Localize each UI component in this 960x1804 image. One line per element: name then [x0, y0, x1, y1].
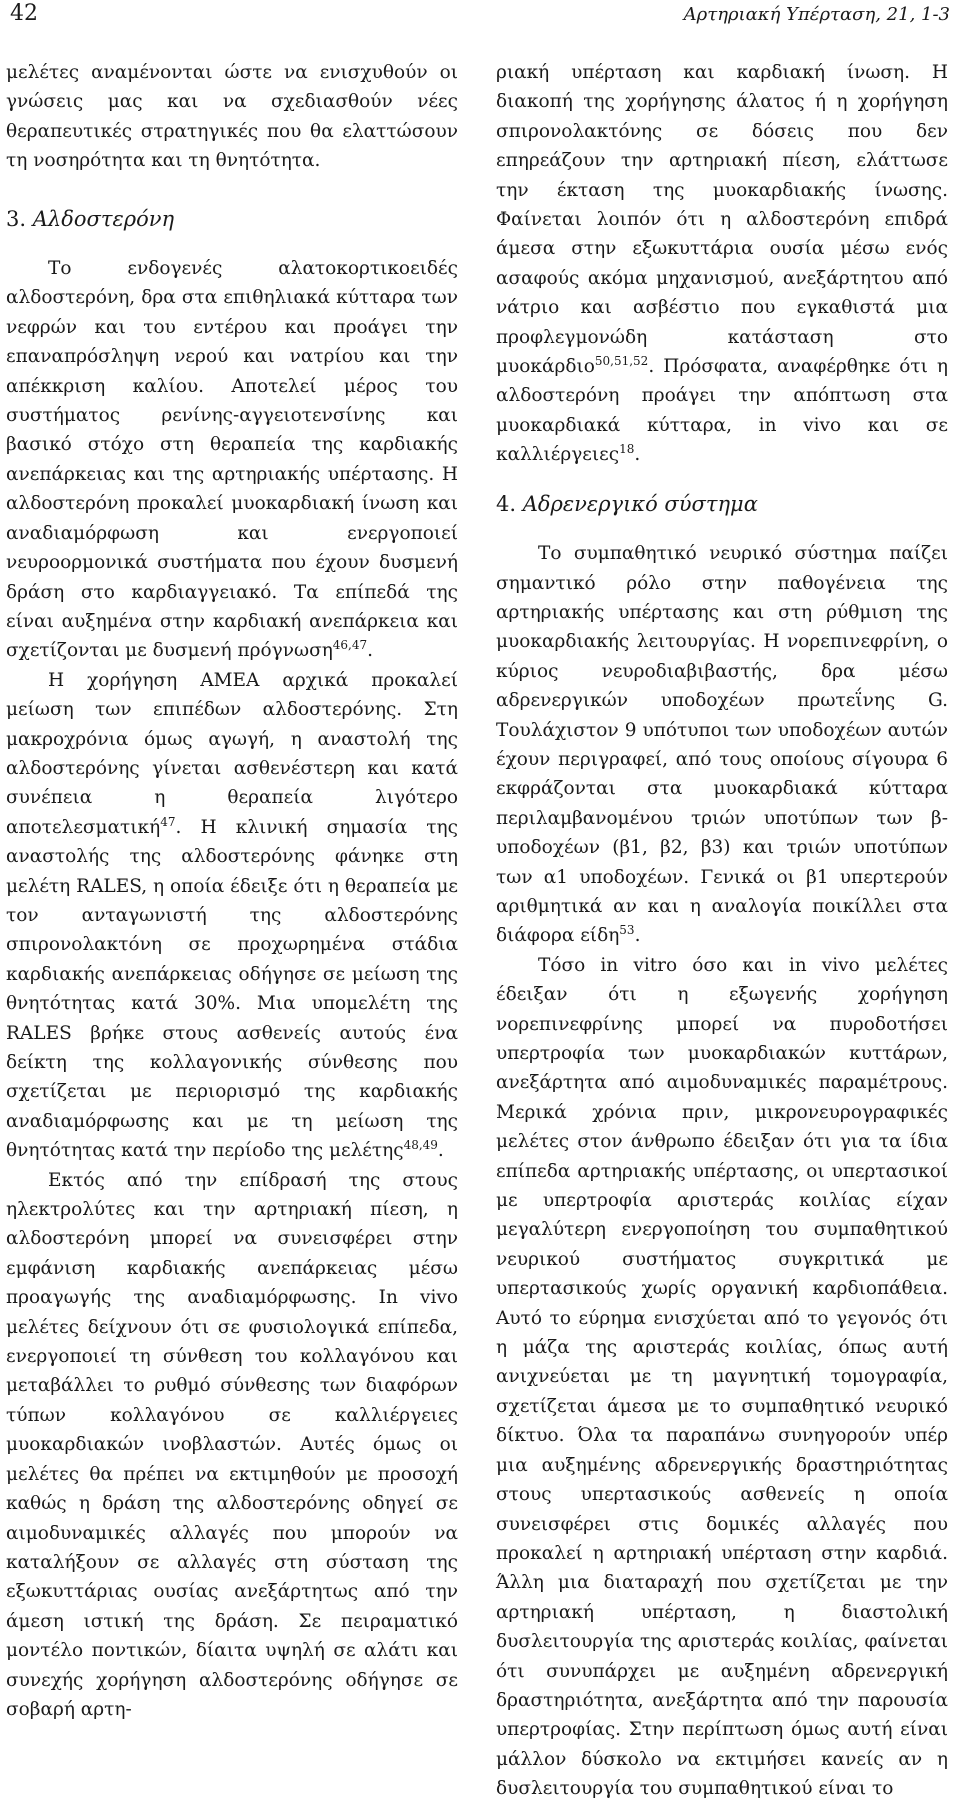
citation: 53: [619, 923, 635, 938]
page-number: 42: [10, 1, 38, 26]
right-paragraph-continued: ριακή υπέρταση και καρδιακή ίνωση. Η διακοπή της χορήγησης άλατος ή η χορήγηση σπιρονολακτόνης σε δόσεις που δεν επηρεάζουν την αρτηριακή πίεση, ελάττωσε την έκταση της μυοκαρδιακής ίνωσης. Φαίνεται λοιπόν ότι η αλδοστερόνη επιδρά άμεσα στην εξωκυττάρια ουσία μέσω ενός ασαφούς ακόμα μηχανισμού, ανεξάρτητου από νάτριο και ασβέστιο που εγκαθιστά μια προφλεγμονώδη κατάσταση στο μυοκάρδιο$^{50,51,52}$. Πρόσφατα, αναφέρθηκε ότι η αλδοστερόνη προάγει την απόπτωση στα μυοκαρδιακά κύτταρα, in vivo και σε καλλιέργειες$^{18}$.: [496, 62, 948, 466]
left-paragraph-3: Εκτός από την επίδρασή της στους ηλεκτρολύτες και την αρτηριακή πίεση, η αλδοστερόνη μπορεί να συνεισφέρει στην εμφάνιση καρδιακής ανεπάρκειας μέσω προαγωγής της αναδιαμόρφωσης. In vivo μελέτες δείχνουν ότι σε φυσιολογικά επίπεδα, ενεργοποιεί τη σύνθεση του κολλαγόνου και μεταβάλλει το ρυθμό σύνθεσης των διαφόρων τύπων κολλαγόνου σε καλλιέργειες μυοκαρδιακών ινοβλαστών. Αυτές όμως οι μελέτες θα πρέπει να εκτιμηθούν με προσοχή καθώς η δράση της αλδοστερόνης οδηγεί σε αιμοδυναμικές αλλαγές που μπορούν να καταλήξουν σε αλλαγές στη σύσταση της εξωκυττάριας ουσίας ανεξάρτητως από την άμεση ιστική της δράση. Σε πειραματικό μοντέλο ποντικών, δίαιτα υψηλή σε αλάτι και συνεχής χορήγηση αλδοστερόνης οδήγησε σε σοβαρή αρτη-: [6, 1169, 458, 1720]
right-paragraph-1: Το συμπαθητικό νευρικό σύστημα παίζει σημαντικό ρόλο στην παθογένεια της αρτηριακής υπέρτασης και στη ρύθμιση της μυοκαρδιακής λειτουργίας. Η νορεπινεφρίνη, ο κύριος νευροδιαβιβαστής, δρα μέσω αδρενεργικών υποδοχέων πρωτεΐνης G. Τουλάχιστον 9 υπότυποι των υποδοχέων αυτών έχουν περιγραφεί, από τους οποίους σίγουρα 6 εκφράζονται στα μυοκαρδιακά κύτταρα περιλαμβανομένου τριών υποτύπων των β-υποδοχέων (β1, β2, β3) και τριών υποτύπων των α1 υποδοχέων. Γενικά οι β1 υπερτερούν αριθμητικά αν και η αναλογία ποικίλλει στα διάφορα είδη$^{53}$.: [496, 543, 948, 947]
section-heading-adrenergic: 4. Αδρενεργικό σύστημα: [496, 491, 758, 516]
left-paragraph-2: Η χορήγηση ΑΜΕΑ αρχικά προκαλεί μείωση των επιπέδων αλδοστερόνης. Στη μακροχρόνια όμως αγωγή, η αναστολή της αλδοστερόνης γίνεται ασθενέστερη και κατά συνέπεια η θεραπεία λιγότερο αποτελεσματική$^{47}$. Η κλινική σημασία της αναστολής της αλδοστερόνης φάνηκε στη μελέτη RALES, η οποία έδειξε ότι η θεραπεία με τον ανταγωνιστή της αλδοστερόνης σπιρονολακτόνη σε προχωρημένα στάδια καρδιακής ανεπάρκειας οδήγησε σε μείωση της θνητότητας κατά 30%. Μια υπομελέτη της RALES βρήκε στους ασθενείς αυτούς ένα δείκτη της κολλαγονικής σύνθεσης που σχετίζεται με περιορισμό της καρδιακής αναδιαμόρφωσης και με τη μείωση της θνητότητας κατά την περίοδο της μελέτης$^{48,49}$.: [6, 669, 458, 1162]
page-header: [6, 0, 954, 32]
right-column: [496, 58, 948, 1804]
citation: 48,49: [403, 1138, 438, 1153]
citation: 18: [619, 442, 635, 457]
citation: 50,51,52: [594, 354, 649, 369]
running-title: Αρτηριακή Υπέρταση, 21, 1-3: [683, 4, 950, 25]
left-column: [6, 58, 458, 1724]
section-heading-aldosterone: 3. Αλδοστερόνη: [6, 206, 175, 231]
left-paragraph-continued: μελέτες αναμένονται ώστε να ενισχυθούν οι γνώσεις μας και να σχεδιασθούν νέες θεραπευτικές στρατηγικές που θα ελαττώσουν τη νοσηρότητα και τη θνητότητα.: [6, 62, 458, 172]
left-paragraph-1: Το ενδογενές αλατοκορτικοειδές αλδοστερόνη, δρα στα επιθηλιακά κύτταρα των νεφρών και του εντέρου και προάγει την επαναπρόσληψη νερού και νατρίου και την απέκκριση καλίου. Αποτελεί μέρος του συστήματος ρενίνης-αγγειοτενσίνης και βασικό στόχο στη θεραπεία της καρδιακής ανεπάρκειας και της αρτηριακής υπέρτασης. Η αλδοστερόνη προκαλεί μυοκαρδιακή ίνωση και αναδιαμόρφωση και ενεργοποιεί νευροορμονικά συστήματα που έχουν δυσμενή δράση στο καρδιαγγειακό. Τα επίπεδά της είναι αυξημένα στην καρδιακή ανεπάρκεια και σχετίζονται με δυσμενή πρόγνωση$^{46,47}$.: [6, 258, 458, 662]
citation: 47: [160, 814, 176, 829]
citation: 46,47: [332, 638, 368, 653]
right-paragraph-2: Τόσο in vitro όσο και in vivo μελέτες έδειξαν ότι η εξωγενής χορήγηση νορεπινεφρίνης μπορεί να πυροδοτήσει υπερτροφία των μυοκαρδιακών κυττάρων, ανεξάρτητα από αιμοδυναμικές παραμέτρους. Μερικά χρόνια πριν, μικρονευρογραφικές μελέτες στον άνθρωπο έδειξαν ότι για τα ίδια επίπεδα αρτηριακής υπέρτασης, οι υπερτασικοί με υπερτροφία αριστεράς κοιλίας είχαν μεγαλύτερη ενεργοποίηση του συμπαθητικού νευρικού συστήματος συγκριτικά με υπερτασικούς χωρίς οργανική καρδιοπάθεια. Αυτό το εύρημα ενισχύεται από το γεγονός ότι η μάζα της αριστεράς κοιλίας, όπως αυτή ανιχνεύεται με τη μαγνητική τομογραφία, σχετίζεται άμεσα με το συμπαθητικό νευρικό δίκτυο. Όλα τα παραπάνω συνηγορούν υπέρ μια αυξημένης αδρενεργικής δραστηριότητας στους υπερτασικούς ασθενείς η οποία συνεισφέρει στις δομικές αλλαγές που προκαλεί η αρτηριακή υπέρταση στην καρδιά. Άλλη μια διαταραχή που σχετίζεται με την αρτηριακή υπέρταση, η διαστολική δυσλειτουργία της αριστεράς κοιλίας, φαίνεται ότι συνυπάρχει με αυξημένη αδρενεργική δραστηριότητα, ανεξάρτητα από την παρουσία υπερτροφίας. Στην περίπτωση όμως αυτή είναι μάλλον δύσκολο να εκτιμήσει κανείς αν η δυσλειτουργία του συμπαθητικού είναι το: [496, 954, 948, 1800]
